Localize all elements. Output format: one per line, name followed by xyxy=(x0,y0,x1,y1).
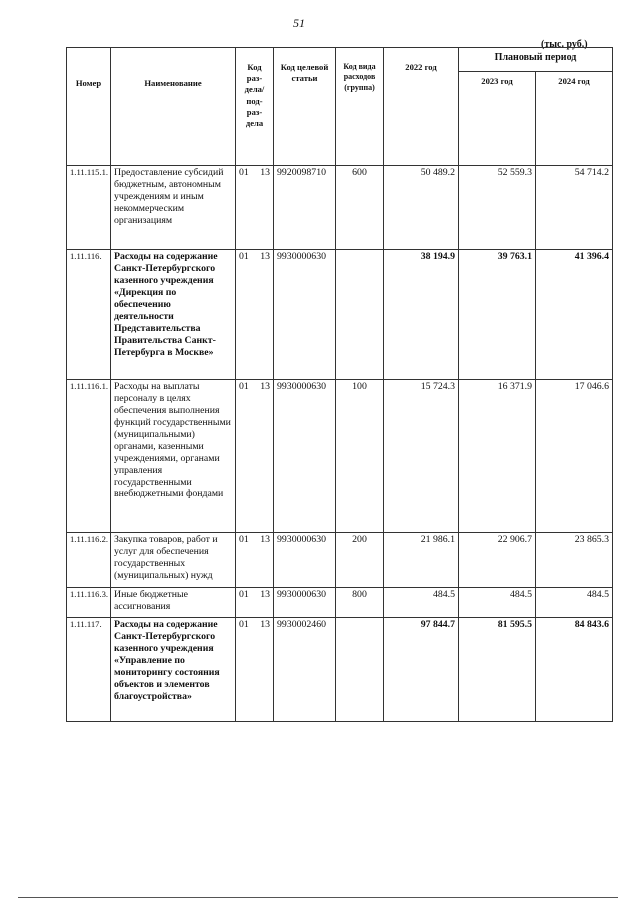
page-number: 51 xyxy=(293,16,305,30)
table-row xyxy=(67,618,613,722)
row-2023: 22 906.7 xyxy=(459,533,536,588)
row-2022: 50 489.2 xyxy=(384,166,459,250)
row-section-code xyxy=(236,533,274,588)
row-2024: 41 396.4 xyxy=(536,250,613,380)
row-number: 1.11.116. xyxy=(67,250,111,380)
row-2023: 16 371.9 xyxy=(459,380,536,533)
row-name: Расходы на содержание Санкт-Петербургского казенного учреждения «Дирекция по обеспечению деятельности Представительства Правительства Санкт-Петербурга в Москве» xyxy=(111,250,236,380)
row-2024: 54 714.2 xyxy=(536,166,613,250)
row-section-code xyxy=(236,380,274,533)
row-2024: 84 843.6 xyxy=(536,618,613,722)
table-row xyxy=(67,533,613,588)
row-2023: 484.5 xyxy=(459,588,536,618)
header-year-2023: 2023 год xyxy=(459,72,536,166)
section: 01 xyxy=(239,619,249,630)
header-target-code: Код целевой статьи xyxy=(274,48,336,166)
row-2024: 23 865.3 xyxy=(536,533,613,588)
section: 01 xyxy=(239,589,249,600)
row-target-code: 9930002460 xyxy=(274,618,336,722)
row-expense-type: 100 xyxy=(336,380,384,533)
row-section-code xyxy=(236,588,274,618)
subsection: 13 xyxy=(260,381,270,392)
row-2022: 97 844.7 xyxy=(384,618,459,722)
subsection: 13 xyxy=(260,589,270,600)
row-expense-type: 800 xyxy=(336,588,384,618)
subsection: 13 xyxy=(260,167,270,178)
row-expense-type: 200 xyxy=(336,533,384,588)
row-name: Расходы на содержание Санкт-Петербургского казенного учреждения «Управление по мониторингу состояния объектов и элементов благоустройства» xyxy=(111,618,236,722)
subsection: 13 xyxy=(260,251,270,262)
row-target-code: 9930000630 xyxy=(274,588,336,618)
header-expense-type-code: Код вида расходов (группа) xyxy=(336,48,384,166)
row-2023: 52 559.3 xyxy=(459,166,536,250)
header-section-code: Код раз-дела/ под-раз-дела xyxy=(236,48,274,166)
bottom-divider xyxy=(18,897,618,898)
header-planned-period: Плановый период xyxy=(459,48,613,72)
row-2023: 39 763.1 xyxy=(459,250,536,380)
units-label: (тыс. руб.) xyxy=(541,39,588,50)
row-section-code xyxy=(236,618,274,722)
row-name: Расходы на выплаты персоналу в целях обеспечения выполнения функций государственными (муниципальными) органами, казенными учреждениями, органами управления государственными внебюджетными фондами xyxy=(111,380,236,533)
row-expense-type: 600 xyxy=(336,166,384,250)
row-number: 1.11.117. xyxy=(67,618,111,722)
subsection: 13 xyxy=(260,619,270,630)
section: 01 xyxy=(239,251,249,262)
row-2022: 21 986.1 xyxy=(384,533,459,588)
table-row xyxy=(67,166,613,250)
header-year-2024: 2024 год xyxy=(536,72,613,166)
table-row xyxy=(67,250,613,380)
table-row xyxy=(67,380,613,533)
row-2023: 81 595.5 xyxy=(459,618,536,722)
header-name: Наименование xyxy=(111,48,236,166)
row-target-code: 9920098710 xyxy=(274,166,336,250)
row-2024: 484.5 xyxy=(536,588,613,618)
row-number: 1.11.116.3. xyxy=(67,588,111,618)
row-number: 1.11.115.1. xyxy=(67,166,111,250)
subsection: 13 xyxy=(260,534,270,545)
row-2022: 15 724.3 xyxy=(384,380,459,533)
row-number: 1.11.116.1. xyxy=(67,380,111,533)
row-target-code: 9930000630 xyxy=(274,250,336,380)
row-target-code: 9930000630 xyxy=(274,380,336,533)
budget-table xyxy=(66,47,613,722)
row-2022: 484.5 xyxy=(384,588,459,618)
header-year-2022: 2022 год xyxy=(384,48,459,166)
row-name: Иные бюджетные ассигнования xyxy=(111,588,236,618)
section: 01 xyxy=(239,381,249,392)
header-number: Номер xyxy=(67,48,111,166)
row-name: Предоставление субсидий бюджетным, автономным учреждениям и иным некоммерческим организациям xyxy=(111,166,236,250)
row-section-code xyxy=(236,166,274,250)
row-expense-type xyxy=(336,250,384,380)
row-target-code: 9930000630 xyxy=(274,533,336,588)
row-name: Закупка товаров, работ и услуг для обеспечения государственных (муниципальных) нужд xyxy=(111,533,236,588)
section: 01 xyxy=(239,534,249,545)
table-row xyxy=(67,588,613,618)
row-expense-type xyxy=(336,618,384,722)
row-2022: 38 194.9 xyxy=(384,250,459,380)
row-section-code xyxy=(236,250,274,380)
section: 01 xyxy=(239,167,249,178)
row-number: 1.11.116.2. xyxy=(67,533,111,588)
row-2024: 17 046.6 xyxy=(536,380,613,533)
